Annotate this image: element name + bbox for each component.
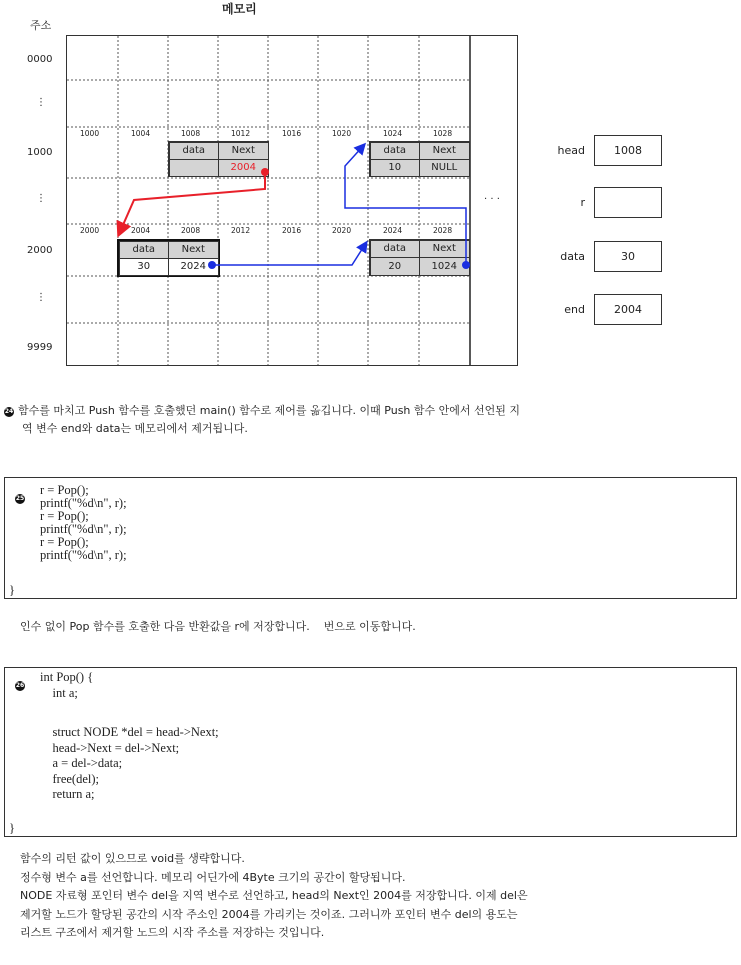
node-value-data: 30 xyxy=(119,258,170,276)
cell-addr: 1004 xyxy=(131,129,151,138)
cell-addr: 1024 xyxy=(383,129,403,138)
code-line: r = Pop(); xyxy=(40,535,89,549)
cell-addr: 1000 xyxy=(80,129,100,138)
cell-addr: 1028 xyxy=(433,129,453,138)
var-label-r: r xyxy=(580,196,585,209)
node-value-next: 2004 xyxy=(218,159,269,177)
code-line: return a; xyxy=(40,787,95,801)
blue-arrow-2024-to-node xyxy=(208,243,366,269)
var-label-head: head xyxy=(557,144,585,157)
step-24-paragraph xyxy=(4,402,740,438)
step-26-line: 정수형 변수 a를 선언합니다. 메모리 어딘가에 4Byte 크기의 공간이 할당됩니다. xyxy=(20,870,406,884)
var-label-end: end xyxy=(564,303,585,316)
cell-addr: 2000 xyxy=(80,226,100,235)
code-25-lines xyxy=(40,484,127,562)
code-line: int a; xyxy=(40,685,78,700)
code-line: free(del); xyxy=(40,771,99,786)
code-26-lines xyxy=(40,670,219,803)
address-column-title: 주소 xyxy=(30,19,52,32)
cell-addr: 2028 xyxy=(433,226,453,235)
red-arrow-2004-to-node xyxy=(119,168,269,234)
code-line: printf("%d\n", r); xyxy=(40,522,127,536)
code-line: r = Pop(); xyxy=(40,509,89,523)
step-number-badge: 25 xyxy=(15,495,25,502)
cell-addr: 2004 xyxy=(131,226,151,235)
step-26-line: 제거할 노드가 할당된 공간의 시작 주소인 2004를 가리키는 것이죠. 그러니까 포인터 변수 del의 용도는 xyxy=(20,907,518,921)
cell-addr: 2020 xyxy=(332,226,352,235)
cell-addr: 1008 xyxy=(181,129,201,138)
node-header-data: data xyxy=(370,142,421,160)
step-26-text xyxy=(20,850,740,943)
cell-addr: 1020 xyxy=(332,129,352,138)
cell-addr: 1012 xyxy=(231,129,251,138)
node-value-next: 1024 xyxy=(419,257,470,276)
var-box-head: 1008 xyxy=(594,135,662,166)
row-label-dots-1: ⋮ xyxy=(36,97,46,108)
var-label-data: data xyxy=(560,250,585,263)
memory-title: 메모리 xyxy=(222,2,257,16)
cell-addr: 1016 xyxy=(282,129,302,138)
step-24-line-1: 함수를 마치고 Push 함수를 호출했던 main() 함수로 제어를 옮깁니다. 이때 Push 함수 안에서 선언된 지 xyxy=(18,404,521,417)
cell-addr: 2012 xyxy=(231,226,251,235)
row-label-dots-3: ⋮ xyxy=(36,292,46,303)
step-number-badge: 24 xyxy=(4,408,14,415)
row-label-0000: 0000 xyxy=(27,54,53,65)
code-26-badge xyxy=(15,673,29,692)
blue-arrow-1024-to-node xyxy=(345,145,470,269)
code-line: printf("%d\n", r); xyxy=(40,496,127,510)
node-header-next: Next xyxy=(218,142,269,160)
node-value-data: 10 xyxy=(370,159,421,177)
node-header-next: Next xyxy=(168,241,219,259)
node-header-data: data xyxy=(169,142,220,160)
code-25-closing-brace: } xyxy=(9,583,15,597)
code-line: a = del->data; xyxy=(40,756,123,770)
step-26-line: 함수의 리턴 값이 있으므로 void를 생략합니다. xyxy=(20,852,245,865)
node-value-next: 2024 xyxy=(168,258,219,276)
row-label-1000: 1000 xyxy=(27,147,53,158)
node-header-next: Next xyxy=(419,240,470,259)
code-25-badge xyxy=(15,486,29,505)
node-header-data: data xyxy=(370,240,421,259)
node-header-next: Next xyxy=(419,142,470,160)
row-label-2000: 2000 xyxy=(27,245,53,256)
code-line: head->Next = del->Next; xyxy=(40,740,180,755)
step-24-line-2: 역 변수 end와 data는 메모리에서 제거됩니다. xyxy=(22,422,248,435)
step-25-text: 인수 없이 Pop 함수를 호출한 다음 반환값을 r에 저장합니다. 번으로 이동합니다. xyxy=(20,620,416,633)
code-line: struct NODE *del = head->Next; xyxy=(40,725,219,739)
var-box-data: 30 xyxy=(594,241,662,272)
code-line: printf("%d\n", r); xyxy=(40,548,127,562)
code-line: int Pop() { xyxy=(40,670,94,684)
cell-addr: 2008 xyxy=(181,226,201,235)
var-box-r xyxy=(594,187,662,218)
memory-ellipsis: · · · xyxy=(484,194,500,205)
node-header-data: data xyxy=(119,241,170,259)
code-26-closing-brace: } xyxy=(9,821,15,835)
step-26-line: NODE 자료형 포인터 변수 del을 지역 변수로 선언하고, head의 Next인 2004를 저장합니다. 이제 del은 xyxy=(20,889,528,902)
cell-addr: 2024 xyxy=(383,226,403,235)
var-box-end: 2004 xyxy=(594,294,662,325)
cell-addr: 2016 xyxy=(282,226,302,235)
code-line: r = Pop(); xyxy=(40,483,89,497)
row-label-dots-2: ⋮ xyxy=(36,193,46,204)
node-value-next: NULL xyxy=(419,159,470,177)
row-label-9999: 9999 xyxy=(27,342,53,353)
node-value-data: 20 xyxy=(370,257,421,276)
step-number-badge: 26 xyxy=(15,682,25,689)
step-26-line: 리스트 구조에서 제거할 노드의 시작 주소를 저장하는 것입니다. xyxy=(20,926,325,939)
code-line xyxy=(40,701,219,725)
